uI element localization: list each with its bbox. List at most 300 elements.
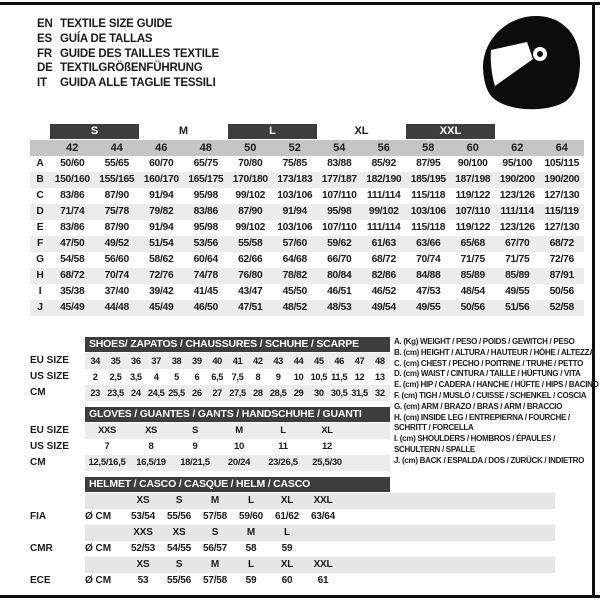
size-value: 105/115 <box>544 158 580 169</box>
legend-line: B. (cm) HEIGHT / ALTURA / HAUTEUR / HÖHE / ALTEZZA <box>394 347 595 357</box>
size-value: 13 <box>375 372 385 382</box>
shoes-size-row <box>30 369 390 385</box>
size-value: 24,5 <box>147 388 165 398</box>
measurement-letter: D <box>36 206 44 217</box>
filler-cell <box>341 557 555 573</box>
size-value: 55/56 <box>166 575 192 586</box>
size-value: 99/102 <box>368 206 399 217</box>
size-value: XS <box>144 425 158 436</box>
size-value: 67/70 <box>505 238 530 249</box>
size-value: 49/55 <box>505 286 530 297</box>
shoes-size-row <box>30 353 390 369</box>
size-column-header: 44 <box>110 142 123 154</box>
language-row <box>37 47 219 62</box>
measurement-row <box>30 204 584 220</box>
shoes-section-header: SHOES/ ZAPATOS / CHAUSSURES / SCHUHE / SCARPE <box>85 337 390 352</box>
size-value: 59 <box>245 575 257 586</box>
size-value: 27,5 <box>229 388 246 398</box>
size-value: 45/49 <box>60 302 85 313</box>
size-value: 75/78 <box>104 206 129 217</box>
size-value: 95/98 <box>193 190 218 201</box>
size-value: 23/26,5 <box>268 457 298 468</box>
size-value: 80/84 <box>327 270 352 281</box>
size-value: 63/66 <box>416 238 441 249</box>
size-value: 25,5 <box>168 388 185 398</box>
size-value: 87/91 <box>549 270 574 281</box>
size-value: XL <box>280 559 294 570</box>
size-value: 45/49 <box>149 302 174 313</box>
size-value: 62/66 <box>238 254 263 265</box>
size-value: 111/114 <box>367 190 401 201</box>
size-value: 91/94 <box>149 222 174 233</box>
size-value: 29 <box>293 388 304 398</box>
gloves-rows <box>30 423 390 471</box>
measurement-row <box>30 300 584 316</box>
size-value: 5 <box>174 372 179 382</box>
size-value: 68/72 <box>549 238 574 249</box>
size-value: 111/114 <box>500 206 534 217</box>
filler-cell <box>341 509 555 525</box>
legend-line: A. (Kg) WEIGHT / PESO / POIDS / GEWITCH / PESO <box>394 337 575 346</box>
racing-helmet-icon <box>476 12 588 114</box>
row-label: EU SIZE <box>30 423 85 439</box>
diameter-unit-label: Ø CM <box>85 543 112 554</box>
gloves-size-row <box>30 439 390 455</box>
size-column-header: 60 <box>466 142 479 154</box>
standard-label: CMR <box>30 541 85 557</box>
helmet-size-header-row <box>30 525 555 541</box>
measurement-row <box>30 236 584 252</box>
size-value: 150/160 <box>54 174 90 185</box>
size-value: 57/60 <box>282 238 307 249</box>
size-value: 31,5 <box>351 388 368 398</box>
diameter-unit-label <box>85 557 125 573</box>
size-column-header: 58 <box>422 142 435 154</box>
size-value: 107/110 <box>455 206 491 217</box>
size-value: 40 <box>212 356 222 366</box>
size-value: 187/198 <box>455 174 491 185</box>
size-value: 48/54 <box>460 286 485 297</box>
legend-entry <box>394 337 599 348</box>
standard-label <box>30 557 85 573</box>
standard-label <box>30 525 85 541</box>
size-value: 50/56 <box>549 286 574 297</box>
size-value: 87/90 <box>104 190 129 201</box>
diameter-unit-label <box>85 525 125 541</box>
size-value: 41/45 <box>193 286 218 297</box>
size-value: 76/80 <box>238 270 263 281</box>
size-value: 55/56 <box>166 511 192 522</box>
size-value: 182/190 <box>366 174 402 185</box>
size-value: 51/56 <box>505 302 530 313</box>
legend-entry <box>394 380 599 391</box>
size-value: 42 <box>253 356 263 366</box>
guide-title: TEXTILE SIZE GUIDE <box>60 18 173 30</box>
size-value: 28,5 <box>269 388 287 398</box>
size-value: 9 <box>275 372 281 382</box>
size-value: XS <box>172 527 186 538</box>
size-value: 23,5 <box>107 388 124 398</box>
size-value: 74/78 <box>193 270 218 281</box>
size-value: 87/90 <box>238 206 263 217</box>
size-value: 127/130 <box>544 190 580 201</box>
size-value: 115/118 <box>411 222 446 233</box>
size-value: 49/55 <box>416 302 441 313</box>
size-value <box>305 525 341 541</box>
size-value: 65/68 <box>460 238 485 249</box>
size-value: 95/98 <box>193 222 218 233</box>
size-value: 90/100 <box>457 158 488 169</box>
helmet-rows <box>30 493 555 589</box>
size-value: 30,5 <box>330 388 348 398</box>
size-value: 173/183 <box>277 174 313 185</box>
helmet-size-header-row <box>30 493 555 509</box>
helmet-standard-row <box>30 541 555 557</box>
size-value: 111/114 <box>367 222 401 233</box>
language-row <box>37 32 219 47</box>
size-value: 79/82 <box>149 206 174 217</box>
size-column-header: 62 <box>511 142 524 154</box>
size-value: 58 <box>245 543 257 554</box>
size-value: 46/50 <box>193 302 218 313</box>
size-column-header: 50 <box>244 142 257 154</box>
legend-line: F. (cm) TIGH / MUSLO / CUISSE / SCHENKEL / COSCIA <box>394 390 587 400</box>
size-value: 177/187 <box>321 174 357 185</box>
size-value: 53/56 <box>193 238 218 249</box>
measurement-letter: G <box>36 254 44 265</box>
size-value: 26 <box>192 388 202 398</box>
bottom-border <box>0 595 600 598</box>
row-label: CM <box>30 385 85 401</box>
size-value: 61 <box>317 575 329 586</box>
legend-line: H. (cm) INSIDE LEG / ENTREPIERNA / FOURCHE / <box>394 412 570 422</box>
size-column-header: 48 <box>199 142 212 154</box>
size-value: XL <box>321 425 333 436</box>
size-value: 95/98 <box>327 206 352 217</box>
size-value: 45 <box>314 356 324 366</box>
size-value: 185/195 <box>410 174 446 185</box>
size-value: 6 <box>194 372 200 382</box>
size-value: M <box>210 495 220 506</box>
size-value: 39/42 <box>149 286 174 297</box>
corner-cell <box>30 140 50 156</box>
measurement-row <box>30 172 584 188</box>
size-value: 3,5 <box>129 372 142 382</box>
size-value: S <box>191 425 199 436</box>
row-label: EU SIZE <box>30 353 85 369</box>
size-value: 35 <box>110 356 121 366</box>
size-value: 43 <box>273 356 283 366</box>
size-band-label: XXL <box>406 124 495 139</box>
size-value: XXS <box>133 527 153 538</box>
size-value: 115/119 <box>544 206 579 217</box>
language-code: DE <box>37 62 53 75</box>
size-value: 59 <box>281 543 293 554</box>
legend-entry <box>394 413 599 435</box>
size-value: 190/200 <box>544 174 580 185</box>
gloves-section-header: GLOVES / GUANTES / GANTS / HANDSCHUHE / GUANTI <box>85 407 390 422</box>
size-value: 28 <box>253 388 263 398</box>
size-value: 123/126 <box>499 190 535 201</box>
size-value: 70/74 <box>416 254 441 265</box>
textile-size-table <box>30 124 584 316</box>
legend-line: C. (cm) CHEST / PECHO / POITRINE / TRUHE / PETTO <box>394 358 584 368</box>
legend-line: SCHULTERN / SPALLE <box>394 444 475 454</box>
size-value: 82/86 <box>371 270 396 281</box>
size-value: 70/80 <box>238 158 263 169</box>
size-value: 103/106 <box>410 206 446 217</box>
size-value: 99/102 <box>235 222 266 233</box>
size-value: 48 <box>375 356 385 366</box>
size-column-header: 56 <box>377 142 390 154</box>
size-value: L <box>248 495 254 506</box>
measurement-letter: E <box>36 222 44 233</box>
size-value: 83/86 <box>60 190 85 201</box>
size-value: XS <box>136 495 150 506</box>
measurement-letter: F <box>37 238 43 249</box>
measurement-legend <box>394 337 599 467</box>
size-value: 56/57 <box>202 543 228 554</box>
guide-title: TEXTILGRÖßENFÜHRUNG <box>60 62 203 75</box>
legend-entry <box>394 402 599 413</box>
size-value: 50/56 <box>460 302 485 313</box>
filler-cell <box>341 525 555 541</box>
size-band-label: M <box>178 125 189 137</box>
helmet-size-table <box>30 477 555 589</box>
legend-line: G. (cm) ARM / BRAZO / BRAS / ARM / BRACCIO <box>394 401 563 411</box>
gloves-size-row <box>30 423 390 439</box>
size-value: 6,5 <box>211 372 224 382</box>
size-value: 10 <box>234 441 244 452</box>
size-value: 12 <box>322 441 332 452</box>
size-value: 56/60 <box>104 254 129 265</box>
size-value: 70/74 <box>104 270 129 281</box>
measurement-letter: C <box>36 190 44 201</box>
size-value: 4 <box>153 372 159 382</box>
size-value: 37 <box>151 356 161 366</box>
size-value: 34 <box>90 356 100 366</box>
size-value: 23 <box>90 388 100 398</box>
size-value: 57/58 <box>202 511 228 522</box>
helmet-section-header: HELMET / CASCO / CASQUE / HELM / CASCO <box>85 477 390 492</box>
size-value: 83/86 <box>193 206 218 217</box>
size-value: 52/53 <box>130 543 156 554</box>
size-value: 16,5/19 <box>136 457 166 468</box>
size-value: 103/106 <box>277 190 313 201</box>
guide-title: GUÍA DE TALLAS <box>60 32 153 45</box>
size-value: 85/92 <box>371 158 396 169</box>
size-value: 91/94 <box>282 206 307 217</box>
gloves-size-row <box>30 455 390 471</box>
size-value: 11 <box>278 441 288 452</box>
size-value: 83/86 <box>60 222 85 233</box>
size-value: 18/21,5 <box>180 457 210 468</box>
size-number-row <box>30 140 584 156</box>
size-value: 46/52 <box>371 286 396 297</box>
size-value: 12,5/16,5 <box>88 457 126 468</box>
legend-line: E. (cm) HIP / CADERA / HANCHE / HÜFTE / HIPS / BACINO <box>394 380 599 390</box>
right-border <box>592 2 595 596</box>
size-value: 99/102 <box>235 190 266 201</box>
standard-label: ECE <box>30 573 85 589</box>
measurement-row <box>30 268 584 284</box>
size-value: 65/75 <box>193 158 218 169</box>
size-value: 59/62 <box>327 238 352 249</box>
standard-label <box>30 493 85 509</box>
measurement-row <box>30 188 584 204</box>
language-row <box>37 61 219 76</box>
legend-entry <box>394 434 599 456</box>
size-value: 170/180 <box>232 174 268 185</box>
size-column-header: 42 <box>66 142 79 154</box>
size-value: 2,5 <box>109 372 122 382</box>
shoes-size-row <box>30 385 390 401</box>
gloves-size-table <box>30 407 390 471</box>
size-value: 75/85 <box>282 158 307 169</box>
size-value: XXL <box>313 495 333 506</box>
size-value: 87/90 <box>104 222 129 233</box>
size-value: XXS <box>97 425 117 436</box>
size-value: 8 <box>148 441 154 452</box>
size-value: 58/62 <box>149 254 174 265</box>
size-value: 7 <box>104 441 110 452</box>
size-value: 2 <box>92 372 98 382</box>
size-value: 46 <box>334 356 344 366</box>
legend-line: D. (cm) WAIST / CINTURA / TAILLE / HÜFTUNG / VITA <box>394 369 581 379</box>
shoes-rows <box>30 353 390 401</box>
measurement-letter: B <box>36 174 44 185</box>
size-band-row <box>30 124 584 139</box>
size-value: 107/110 <box>321 190 357 201</box>
size-value: 49/54 <box>371 302 396 313</box>
filler-cell <box>341 573 555 589</box>
size-value: 160/170 <box>143 174 179 185</box>
size-value: 7,5 <box>231 372 244 382</box>
size-value: XS <box>136 559 150 570</box>
size-value: 68/72 <box>371 254 396 265</box>
size-value: 107/110 <box>321 222 357 233</box>
size-value: 36 <box>131 356 141 366</box>
measurement-row <box>30 252 584 268</box>
legend-entry <box>394 359 599 370</box>
language-row <box>37 17 219 32</box>
diameter-unit-label: Ø CM <box>85 575 112 586</box>
language-code: ES <box>37 32 52 45</box>
size-value: S <box>175 495 183 506</box>
size-value: 46/51 <box>327 286 352 297</box>
size-value: 91/94 <box>149 190 174 201</box>
measurement-row <box>30 284 584 300</box>
size-value: 87/95 <box>416 158 441 169</box>
legend-line: J. (cm) BACK / ESPALDA / DOS / ZURÜCK / INDIETRO <box>394 455 585 465</box>
size-value: M <box>210 559 220 570</box>
standard-label: FIA <box>30 509 85 525</box>
size-band-label: S <box>50 124 139 139</box>
filler-cell <box>341 493 555 509</box>
size-value: 63/64 <box>310 511 336 522</box>
size-value: 84/88 <box>416 270 441 281</box>
helmet-size-header-row <box>30 557 555 573</box>
size-value <box>305 541 341 557</box>
size-column-header: 52 <box>288 142 301 154</box>
size-value: 24 <box>131 388 141 398</box>
size-value: 71/75 <box>460 254 485 265</box>
size-value: 12 <box>354 372 365 382</box>
size-value: 64/68 <box>282 254 307 265</box>
size-value: M <box>246 527 256 538</box>
size-value: 127/130 <box>544 222 580 233</box>
size-value: 61/63 <box>371 238 396 249</box>
top-border <box>0 2 600 5</box>
size-value: 123/126 <box>499 222 535 233</box>
size-value: 25,5/30 <box>312 457 342 468</box>
measurement-letter: H <box>36 270 44 281</box>
shoes-size-table <box>30 337 390 401</box>
size-column-header: 64 <box>555 142 568 154</box>
size-value: S <box>211 527 219 538</box>
size-value: 55/58 <box>238 238 263 249</box>
size-value: 119/122 <box>455 190 491 201</box>
size-value: L <box>280 425 286 436</box>
size-value: 27 <box>212 388 222 398</box>
size-value: 37/40 <box>104 286 129 297</box>
legend-line: SCHRITT / FORCELLA <box>394 423 474 433</box>
size-value: 39 <box>192 356 202 366</box>
size-column-header: 46 <box>155 142 168 154</box>
size-value: 54/58 <box>60 254 85 265</box>
size-value: 119/122 <box>455 222 491 233</box>
size-value: 44 <box>293 356 304 366</box>
legend-entry <box>394 348 599 359</box>
size-value: XL <box>280 495 294 506</box>
size-value: 9 <box>192 441 198 452</box>
size-value: 47/51 <box>238 302 263 313</box>
size-value: 59/60 <box>238 511 264 522</box>
size-value: 48/53 <box>327 302 352 313</box>
filler-cell <box>341 541 555 557</box>
size-value: 61/62 <box>274 511 300 522</box>
size-value: 38 <box>171 356 182 366</box>
size-value: 43/47 <box>238 286 263 297</box>
guide-title: GUIDA ALLE TAGLIE TESSILI <box>60 77 216 90</box>
size-value: 47/50 <box>60 238 85 249</box>
size-value: 48/52 <box>282 302 307 313</box>
measurement-letter: A <box>36 158 44 169</box>
size-value: 47 <box>354 356 365 366</box>
size-value: XXL <box>313 559 333 570</box>
size-value: 53/54 <box>130 511 156 522</box>
size-value: 41 <box>232 356 243 366</box>
size-value: 55/65 <box>104 158 129 169</box>
size-value: L <box>248 559 254 570</box>
size-value: 30 <box>314 388 324 398</box>
size-value: 53 <box>137 575 149 586</box>
language-code: FR <box>37 47 52 60</box>
size-value: 71/74 <box>60 206 85 217</box>
language-code: IT <box>37 77 47 90</box>
legend-entry <box>394 456 599 467</box>
measurement-letter: J <box>37 302 43 313</box>
size-value: 11,5 <box>331 372 348 382</box>
size-value: 50/60 <box>60 158 85 169</box>
size-value: 60/70 <box>149 158 174 169</box>
size-value: 85/89 <box>460 270 485 281</box>
size-value: 71/75 <box>505 254 530 265</box>
size-value: 8 <box>255 372 261 382</box>
size-value: 10,5 <box>310 372 328 382</box>
size-value: 72/76 <box>549 254 574 265</box>
size-value: 78/82 <box>282 270 307 281</box>
